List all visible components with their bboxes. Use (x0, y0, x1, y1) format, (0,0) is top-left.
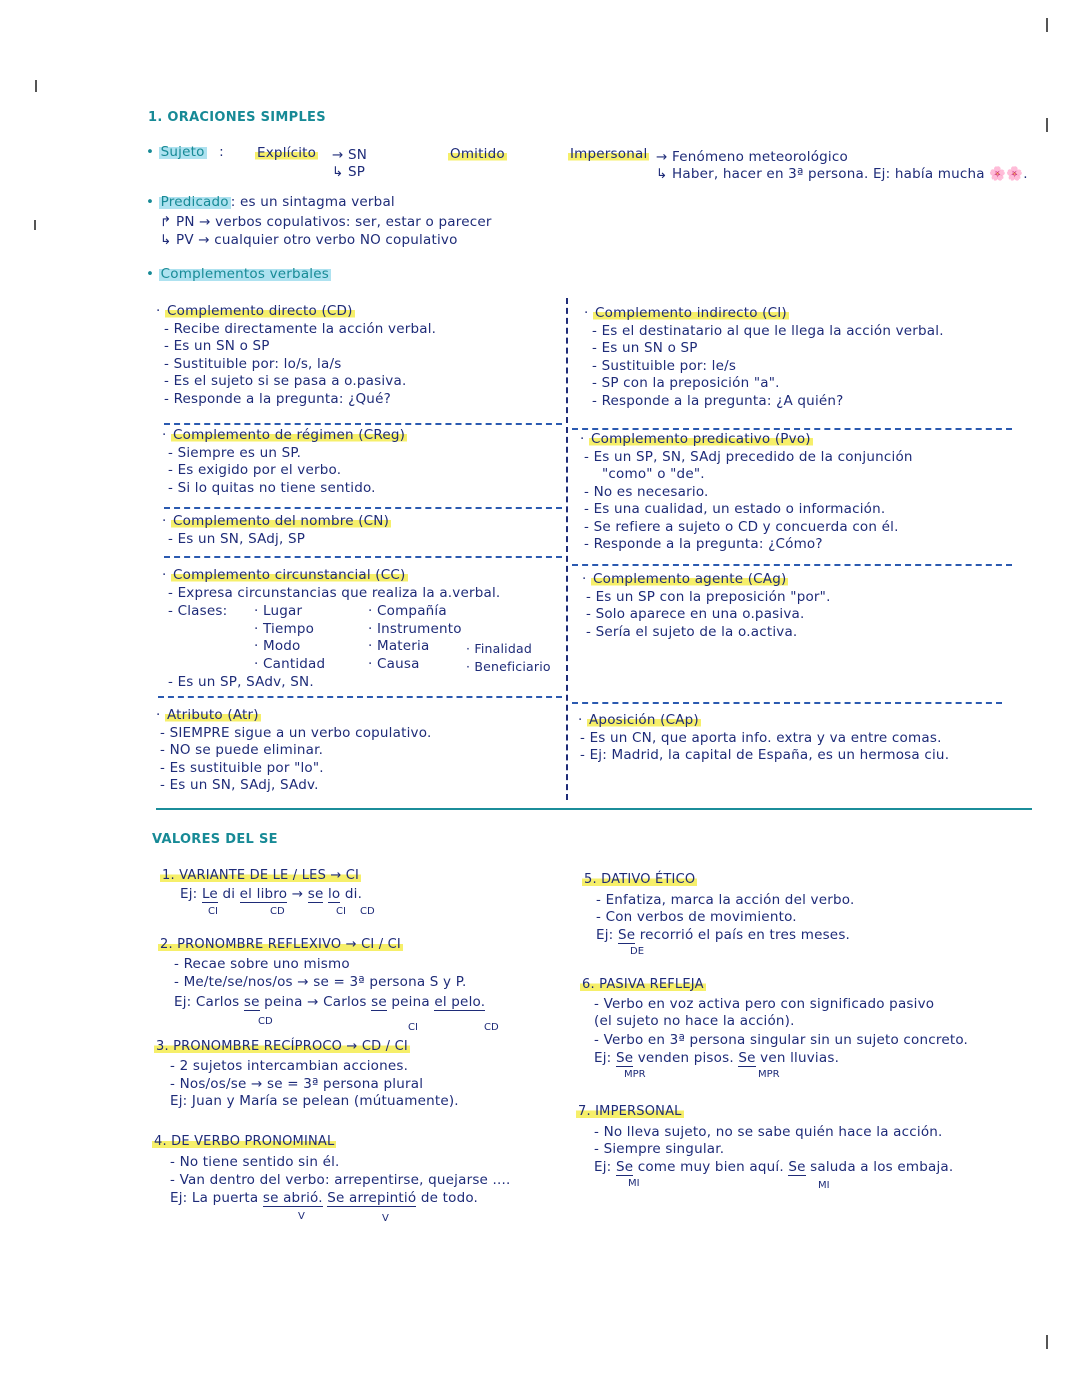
sujeto-explicito: Explícito (257, 145, 317, 161)
predicado-pn: ↱ PN → verbos copulativos: ser, estar o parecer (160, 214, 492, 230)
cag-line: - Sería el sujeto de la o.activa. (586, 623, 798, 640)
se-v6-ex-se2: Se (738, 1050, 756, 1066)
cd-line: - Es el sujeto si se pasa a o.pasiva. (164, 373, 407, 389)
se-v7-line: - Siempre singular. (594, 1141, 725, 1157)
se-v6-line: - Verbo en voz activa pero con significado pasivo (594, 996, 935, 1012)
cc-clases-col1 (254, 603, 325, 673)
se-v4-line: - Van dentro del verbo: arrepentirse, quejarse .... (170, 1172, 511, 1188)
grid-divider-4-left (158, 696, 562, 698)
atr-title: Atributo (Atr) (166, 707, 259, 723)
se-v7-title: 7. IMPERSONAL (578, 1104, 682, 1119)
margin-mark (1046, 18, 1048, 32)
se-v2-ex-a: Ej: Carlos (174, 994, 240, 1010)
cc-clase: · Materia (368, 638, 430, 654)
cc-title: Complemento circunstancial (CC) (172, 567, 406, 583)
se-v1-sub-cd: CD (270, 906, 285, 917)
cc-clase: · Instrumento (368, 620, 462, 637)
se-v5-line: - Enfatiza, marca la acción del verbo. (596, 892, 855, 908)
se-v6-ex-c: ven lluvias. (760, 1050, 840, 1066)
se-v1-ex-lo: lo (327, 886, 341, 902)
se-v1-ex-di2: di. (344, 886, 363, 902)
se-v3-line: - Nos/os/se → se = 3ª persona plural (170, 1075, 424, 1092)
se-v2-ex-el-pelo: el pelo. (434, 994, 486, 1010)
se-v6-ex-se: Se (615, 1050, 634, 1066)
cc-clase: · Compañía (368, 603, 447, 619)
se-v7-ex-se: Se (615, 1159, 634, 1175)
atr-line: - Es un SN, SAdj, SAdv. (160, 777, 319, 793)
se-v7-ex-c: saluda a los embaja. (810, 1159, 954, 1175)
cc-line-1: - Expresa circunstancias que realiza la a.verbal. (168, 584, 501, 601)
cn-block: · Complemento del nombre (CN) - Es un SN, SAdj, SP (162, 513, 390, 547)
cn-title: Complemento del nombre (CN) (172, 513, 390, 529)
se-v5-title: 5. DATIVO ÉTICO (584, 872, 696, 887)
se-v5-example (596, 927, 850, 943)
se-v3-lines (170, 1058, 459, 1111)
sujeto-explicito-sn: → SN (332, 147, 368, 163)
sujeto-impersonal-2: ↳ Haber, hacer en 3ª persona. Ej: había mucha 🌸🌸. (656, 166, 1028, 182)
atr-block: · Atributo (Atr) - SIEMPRE sigue a un verbo copulativo. - NO se puede eliminar. - Es sustituible por "lo". - Es un SN, SAdj, SAdv. (156, 707, 432, 793)
se-v2-ex-b: peina → Carlos (264, 994, 367, 1010)
atr-line: - NO se puede eliminar. (160, 742, 324, 758)
se-v1-ex-arrow: → (291, 886, 304, 902)
section-divider (156, 808, 1032, 810)
cc-block: · Complemento circunstancial (CC) - Expresa circunstancias que realiza la a.verbal. (162, 567, 501, 601)
cc-clase: · Tiempo (254, 620, 315, 637)
se-v5-line: - Con verbos de movimiento. (596, 909, 797, 925)
predicado-desc: : es un sintagma verbal (230, 194, 395, 210)
se-v4-example (170, 1190, 478, 1206)
se-v4-ex-se-arrepintio: Se arrepintió (327, 1190, 417, 1206)
se-v1-sub-cd2: CD (360, 906, 375, 917)
se-v2-ex-se2: se (371, 994, 387, 1010)
sujeto-label: Sujeto (160, 144, 205, 160)
margin-mark (35, 80, 37, 92)
ci-line: - Responde a la pregunta: ¿A quién? (592, 392, 844, 409)
creg-title: Complemento de régimen (CReg) (172, 427, 406, 443)
se-v2-example (174, 994, 485, 1010)
se-v7-ex-a: Ej: (594, 1159, 612, 1175)
predicado-row: • Predicado : es un sintagma verbal (146, 194, 395, 210)
se-v3-title: 3. PRONOMBRE RECÍPROCO → CD / CI (156, 1039, 408, 1054)
pvo-line: - Es un SP, SN, SAdj precedido de la conjunción (584, 448, 913, 465)
se-v6-line: - Verbo en 3ª persona singular sin un sujeto concreto. (594, 1032, 969, 1048)
cc-clase: · Cantidad (254, 655, 326, 672)
creg-line: - Siempre es un SP. (168, 444, 302, 461)
grid-divider-1-left (164, 423, 562, 425)
se-v2-sub-ci: CI (408, 1022, 418, 1033)
cc-clase: · Beneficiario (466, 658, 551, 674)
pvo-block: · Complemento predicativo (Pvo) - Es un SP, SN, SAdj precedido de la conjunción "como" o "de". - No es necesario. - Es una cualidad, un estado o información. - Se refiere a sujeto o CD y concuerda con él. - Responde a la pregunta: ¿Cómo? (580, 431, 913, 552)
margin-mark (1046, 1335, 1048, 1349)
cd-title: Complemento directo (CD) (166, 303, 353, 319)
grid-divider-vertical (566, 298, 568, 800)
cd-line: - Es un SN o SP (164, 338, 270, 354)
creg-line: - Es exigido por el verbo. (168, 462, 342, 478)
cag-title: Complemento agente (CAg) (592, 571, 787, 587)
pvo-line: - No es necesario. (584, 483, 709, 500)
se-v2-line: - Me/te/se/nos/os → se = 3ª persona S y P. (174, 974, 467, 990)
cap-block: · Aposición (CAp) - Es un CN, que aporta info. extra y va entre comas. - Ej: Madrid, la capital de España, es un hermosa ciu. (578, 712, 950, 763)
sujeto-omitido: Omitido (450, 146, 505, 162)
sujeto-impersonal: Impersonal (570, 146, 648, 162)
pvo-line: - Responde a la pregunta: ¿Cómo? (584, 536, 823, 552)
se-v4-ex-a: Ej: La puerta (170, 1190, 259, 1206)
cc-clases-label: - Clases: (168, 603, 228, 619)
se-v1-example (180, 886, 362, 902)
grid-divider-3-left (164, 556, 562, 558)
cc-last-line: - Es un SP, SAdv, SN. (168, 674, 314, 690)
ci-line: - Es el destinatario al que le llega la acción verbal. (592, 322, 944, 339)
pvo-line: "como" o "de". (602, 466, 705, 482)
ci-line: - Sustituible por: le/s (592, 357, 737, 374)
cd-block: · Complemento directo (CD) - Recibe directamente la acción verbal. - Es un SN o SP - Sustituible por: lo/s, la/s - Es el sujeto si se pasa a o.pasiva. - Responde a la pregunta: ¿Qué? (156, 303, 437, 407)
se-v3-line: - 2 sujetos intercambian acciones. (170, 1058, 409, 1074)
margin-mark (34, 220, 36, 230)
predicado-label: Predicado (160, 194, 229, 210)
se-v2-sub-cd2: CD (484, 1022, 499, 1033)
grid-divider-3-right (572, 564, 1012, 566)
ci-line: - Es un SN o SP (592, 340, 698, 356)
se-v7-sub-1: MI (628, 1178, 640, 1189)
se-v2-title: 2. PRONOMBRE REFLEXIVO → CI / CI (160, 937, 401, 952)
predicado-pv: ↳ PV → cualquier otro verbo NO copulativo (160, 232, 458, 248)
se-v7-ex-b: come muy bien aquí. (637, 1159, 784, 1175)
atr-line: - Es sustituible por "lo". (160, 759, 324, 776)
se-v2-ex-se: se (243, 994, 260, 1010)
se-v1-ex-le: Le (201, 886, 218, 902)
cc-clase: · Causa (368, 655, 420, 672)
se-v7-line: - No lleva sujeto, no se sabe quién hace la acción. (594, 1124, 943, 1140)
cap-title: Aposición (CAp) (588, 712, 699, 728)
cc-clase: · Lugar (254, 603, 303, 619)
grid-divider-4-right (572, 702, 1002, 704)
cc-clases-col2 (368, 603, 462, 673)
complementos-verbales-heading: • Complementos verbales (146, 266, 329, 282)
ci-block: · Complemento indirecto (CI) - Es el destinatario al que le llega la acción verbal. - Es un SN o SP - Sustituible por: le/s - SP con la preposición "a". - Responde a la pregunta: ¿A quién? (584, 305, 944, 409)
pvo-line: - Es una cualidad, un estado o información. (584, 501, 886, 517)
cn-line: - Es un SN, SAdj, SP (168, 530, 306, 547)
section-title-oraciones-simples: 1. ORACIONES SIMPLES (148, 110, 326, 125)
sujeto-impersonal-1: → Fenómeno meteorológico (656, 149, 848, 165)
se-v4-sub-v1: V (298, 1211, 305, 1222)
se-v5-ex-se: Se (617, 927, 636, 943)
ci-title: Complemento indirecto (CI) (594, 305, 787, 321)
cd-line: - Responde a la pregunta: ¿Qué? (164, 390, 391, 407)
cd-line: - Sustituible por: lo/s, la/s (164, 355, 342, 372)
se-v2-ex-c: peina (391, 994, 430, 1010)
se-v4-sub-v2: V (382, 1213, 389, 1224)
cag-line: - Solo aparece en una o.pasiva. (586, 606, 805, 622)
se-v7-ex-se2: Se (788, 1159, 806, 1175)
complementos-verbales-label: Complementos verbales (160, 266, 329, 282)
se-v5-ex-a: Ej: (596, 927, 614, 943)
creg-block: · Complemento de régimen (CReg) - Siempre es un SP. - Es exigido por el verbo. - Si lo quitas no tiene sentido. (162, 427, 406, 496)
se-v6-sub-2: MPR (758, 1069, 780, 1080)
se-v1-ex-di: di (222, 886, 236, 902)
cc-clase: · Modo (254, 638, 301, 654)
se-v6-sub-1: MPR (624, 1069, 646, 1080)
se-v1-title: 1. VARIANTE DE LE / LES → CI (162, 868, 360, 883)
cag-block: · Complemento agente (CAg) - Es un SP con la preposición "por". - Solo aparece en una o.pasiva. - Sería el sujeto de la o.activa. (582, 571, 831, 640)
se-v6-example (594, 1050, 839, 1066)
se-v1-sub-ci: CI (208, 906, 218, 917)
se-v7-sub-2: MI (818, 1180, 830, 1191)
cc-clase: · Finalidad (466, 641, 532, 656)
pvo-title: Complemento predicativo (Pvo) (590, 431, 811, 447)
atr-line: - SIEMPRE sigue a un verbo copulativo. (160, 724, 432, 741)
se-v1-sub-ci2: CI (336, 906, 346, 917)
se-v3-line: Ej: Juan y María se pelean (mútuamente). (170, 1093, 459, 1109)
se-v2-sub-cd: CD (258, 1016, 273, 1027)
sujeto-explicito-sp: ↳ SP (332, 164, 366, 180)
se-v6-line: (el sujeto no hace la acción). (594, 1013, 795, 1029)
se-v4-title: 4. DE VERBO PRONOMINAL (154, 1134, 335, 1149)
cc-clases-col3 (466, 640, 551, 675)
creg-line: - Si lo quitas no tiene sentido. (168, 479, 376, 496)
se-v1-ex-se: se (307, 886, 324, 902)
section-title-valores-del-se: VALORES DEL SE (152, 832, 278, 847)
se-v1-ex-el-libro: el libro (239, 886, 288, 902)
cd-line: - Recibe directamente la acción verbal. (164, 320, 437, 337)
pvo-line: - Se refiere a sujeto o CD y concuerda con él. (584, 518, 899, 535)
se-v4-ex-b: de todo. (420, 1190, 479, 1206)
se-v1-ex-prefix: Ej: (180, 886, 198, 902)
ci-line: - SP con la preposición "a". (592, 375, 780, 391)
se-v2-line: - Recae sobre uno mismo (174, 956, 350, 972)
cap-line: - Es un CN, que aporta info. extra y va entre comas. (580, 729, 942, 746)
se-v4-ex-se-abrio: se abrió. (262, 1190, 323, 1206)
se-v5-ex-b: recorrió el país en tres meses. (639, 927, 851, 943)
cap-line: - Ej: Madrid, la capital de España, es un hermosa ciu. (580, 747, 950, 763)
se-v5-sub-de: DE (630, 946, 645, 957)
se-v4-line: - No tiene sentido sin él. (170, 1154, 340, 1170)
se-v6-ex-b: venden pisos. (637, 1050, 734, 1066)
sujeto-colon: : (219, 144, 224, 160)
margin-mark (1046, 118, 1048, 132)
cag-line: - Es un SP con la preposición "por". (586, 588, 831, 605)
se-v7-example (594, 1159, 953, 1175)
se-v6-title: 6. PASIVA REFLEJA (582, 977, 704, 992)
se-v6-ex-a: Ej: (594, 1050, 612, 1066)
grid-divider-2-left (164, 507, 562, 509)
sujeto-row: • Sujeto : (146, 144, 224, 160)
grid-divider-1-right (572, 428, 1012, 430)
